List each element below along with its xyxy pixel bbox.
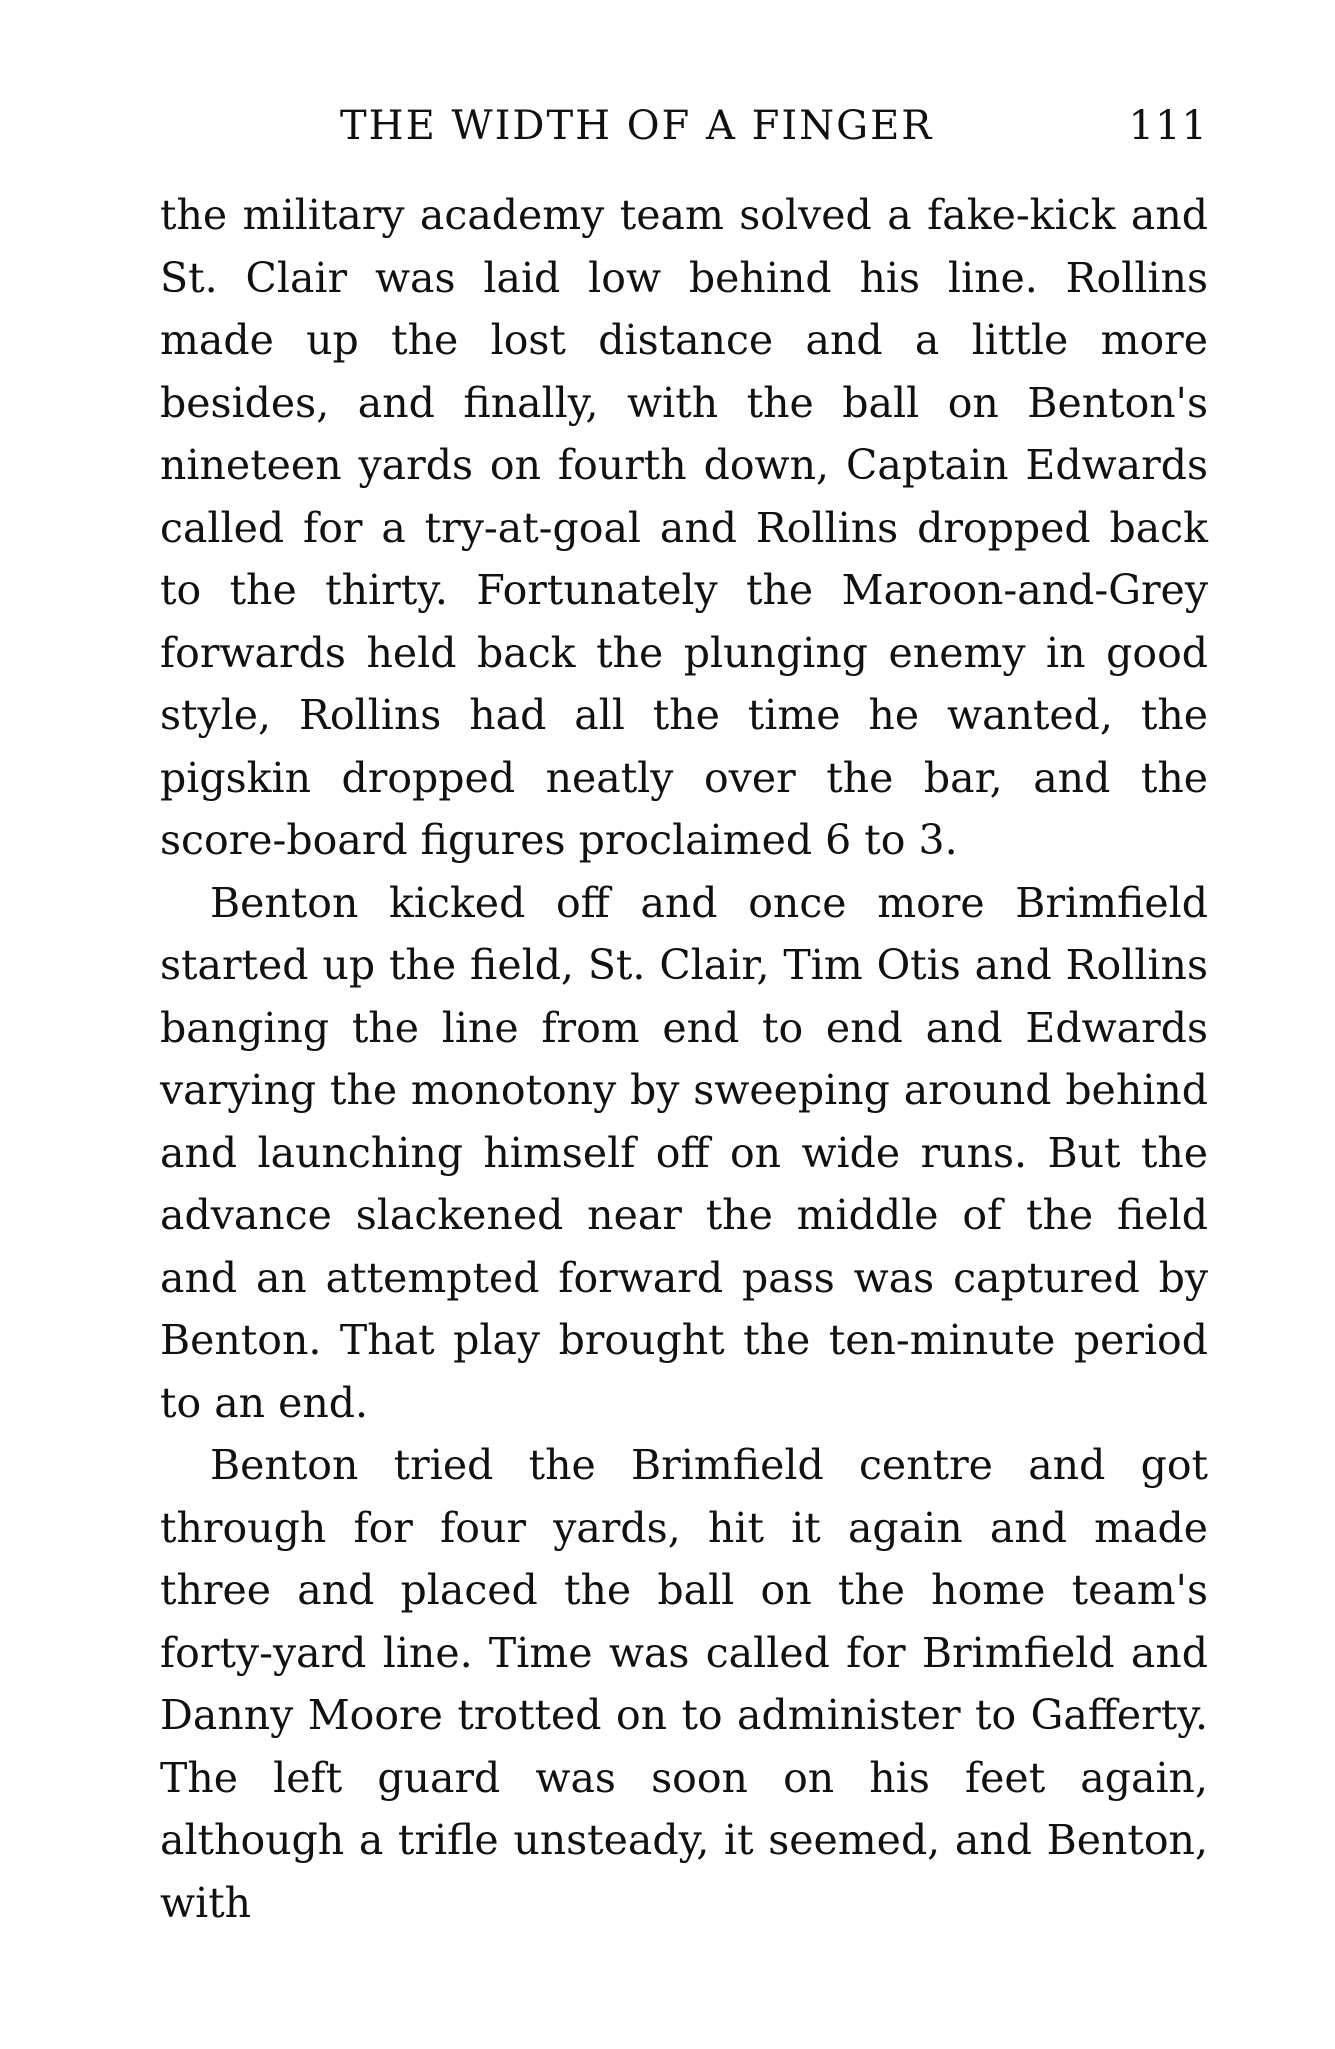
body-text (160, 184, 1208, 1934)
paragraph: Benton kicked off and once more Brimfield started up the field, St. Clair, Tim Otis and Rollins banging the line from end to end and Edwards varying the monotony by sweeping around behind and launching himself off on wide runs. But the advance slackened near the middle of the field and an attempted forward pass was captured by Benton. That play brought the ten-minute period to an end. (160, 878, 1208, 1427)
page-number: 111 (1128, 103, 1208, 149)
paragraph-continued: the military academy team solved a fake-kick and St. Clair was laid low behind his line. Rollins made up the lost distance and a little more besides, and finally, with the ball on Benton's nineteen yards on fourth down, Captain Edwards called for a try-at-goal and Rollins dropped back to the thirty. Fortunately the Maroon-and-Grey forwards held back the plunging enemy in good style, Rollins had all the time he wanted, the pigskin dropped neatly over the bar, and the score-board figures proclaimed 6 to 3. (160, 191, 1208, 864)
paragraph: Benton tried the Brimfield centre and got through for four yards, hit it again and made three and placed the ball on the home team's forty-yard line. Time was called for Brimfield and Danny Moore trotted on to administer to Gafferty. The left guard was soon on his feet again, although a trifle unsteady, it seemed, and Benton, with (160, 1441, 1208, 1927)
running-head (160, 96, 1208, 156)
running-title: THE WIDTH OF A FINGER (340, 103, 934, 149)
